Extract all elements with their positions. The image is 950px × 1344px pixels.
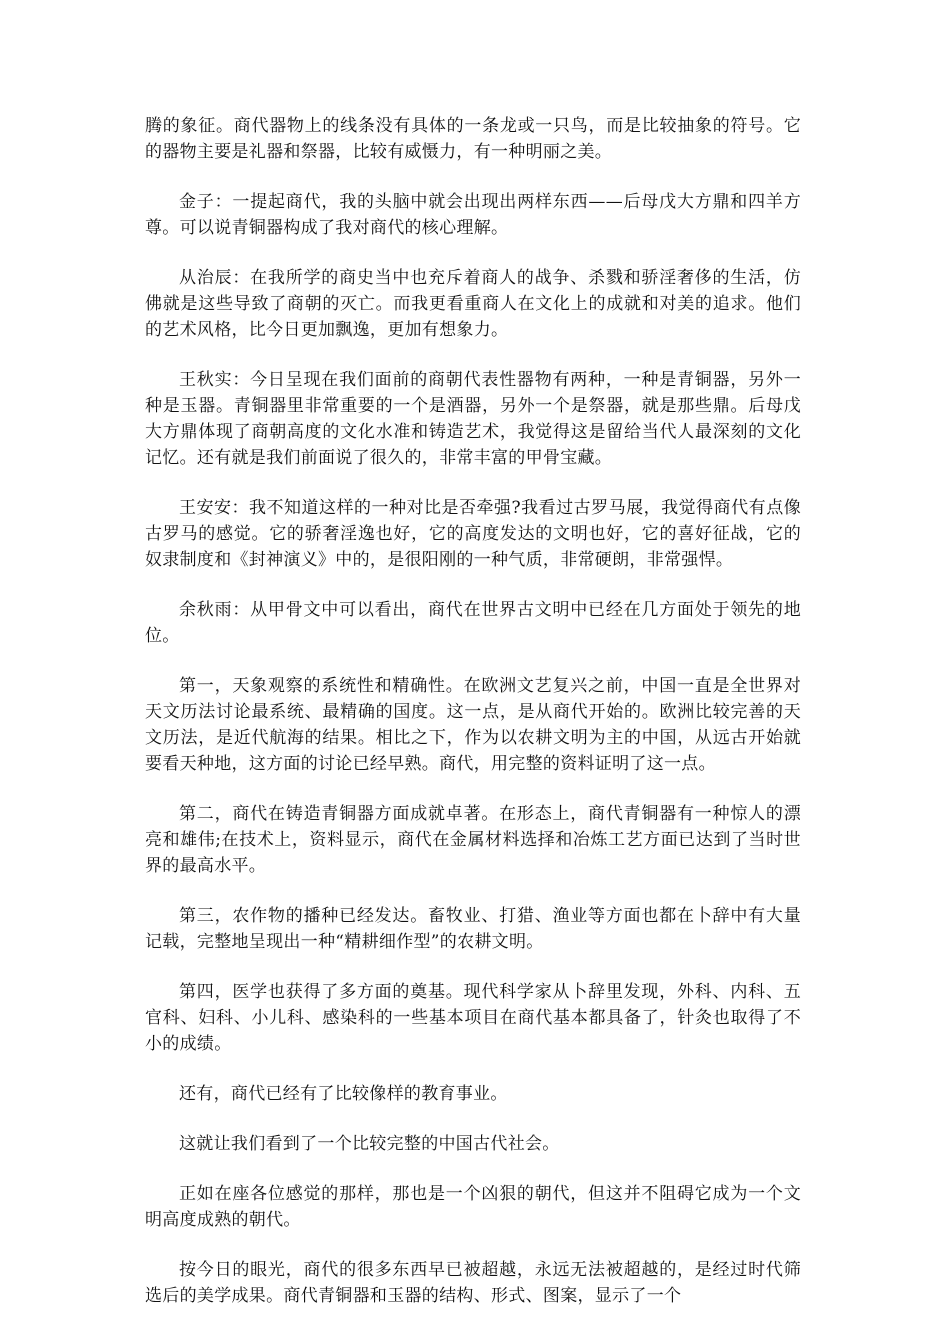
paragraph-5: 王安安：我不知道这样的一种对比是否牵强?我看过古罗马展，我觉得商代有点像古罗马的感觉。它的骄奢淫逸也好，它的高度发达的文明也好，它的喜好征战，它的奴隶制度和《封神演义》中的，是很阳刚的一种气质，非常硬朗，非常强悍。	[145, 498, 801, 570]
document-body	[145, 113, 801, 1333]
paragraph-14: 按今日的眼光，商代的很多东西早已被超越，永远无法被超越的，是经过时代筛选后的美学成果。商代青铜器和玉器的结构、形式、图案，显示了一个	[145, 1260, 801, 1306]
paragraph-7: 第一，天象观察的系统性和精确性。在欧洲文艺复兴之前，中国一直是全世界对天文历法讨论最系统、最精确的国度。这一点，是从商代开始的。欧洲比较完善的天文历法，是近代航海的结果。相比之下，作为以农耕文明为主的中国，从远古开始就要看天种地，这方面的讨论已经早熟。商代，用完整的资料证明了这一点。	[145, 676, 801, 774]
paragraph-3: 从治辰：在我所学的商史当中也充斥着商人的战争、杀戮和骄淫奢侈的生活，仿佛就是这些导致了商朝的灭亡。而我更看重商人在文化上的成就和对美的追求。他们的艺术风格，比今日更加飘逸，更加有想象力。	[145, 268, 801, 340]
paragraph-9: 第三，农作物的播种已经发达。畜牧业、打猎、渔业等方面也都在卜辞中有大量记载，完整地呈现出一种“精耕细作型”的农耕文明。	[145, 906, 801, 952]
paragraph-8: 第二，商代在铸造青铜器方面成就卓著。在形态上，商代青铜器有一种惊人的漂亮和雄伟;在技术上，资料显示，商代在金属材料选择和冶炼工艺方面已达到了当时世界的最高水平。	[145, 804, 801, 876]
paragraph-2: 金子：一提起商代，我的头脑中就会出现出两样东西——后母戊大方鼎和四羊方尊。可以说青铜器构成了我对商代的核心理解。	[145, 192, 801, 238]
paragraph-10: 第四，医学也获得了多方面的奠基。现代科学家从卜辞里发现，外科、内科、五官科、妇科、小儿科、感染科的一些基本项目在商代基本都具备了，针灸也取得了不小的成绩。	[145, 982, 801, 1054]
paragraph-11: 还有，商代已经有了比较像样的教育事业。	[179, 1084, 508, 1104]
paragraph-12: 这就让我们看到了一个比较完整的中国古代社会。	[179, 1134, 560, 1154]
paragraph-13: 正如在座各位感觉的那样，那也是一个凶狠的朝代，但这并不阻碍它成为一个文明高度成熟的朝代。	[145, 1184, 801, 1230]
paragraph-6: 余秋雨：从甲骨文中可以看出，商代在世界古文明中已经在几方面处于领先的地位。	[145, 600, 801, 646]
paragraph-4: 王秋实：今日呈现在我们面前的商朝代表性器物有两种，一种是青铜器，另外一种是玉器。青铜器里非常重要的一个是酒器，另外一个是祭器，就是那些鼎。后母戊大方鼎体现了商朝高度的文化水准和铸造艺术，我觉得这是留给当代人最深刻的文化记忆。还有就是我们前面说了很久的，非常丰富的甲骨宝藏。	[145, 370, 801, 468]
paragraph-1: 腾的象征。商代器物上的线条没有具体的一条龙或一只鸟，而是比较抽象的符号。它的器物主要是礼器和祭器，比较有威慑力，有一种明丽之美。	[145, 116, 801, 162]
